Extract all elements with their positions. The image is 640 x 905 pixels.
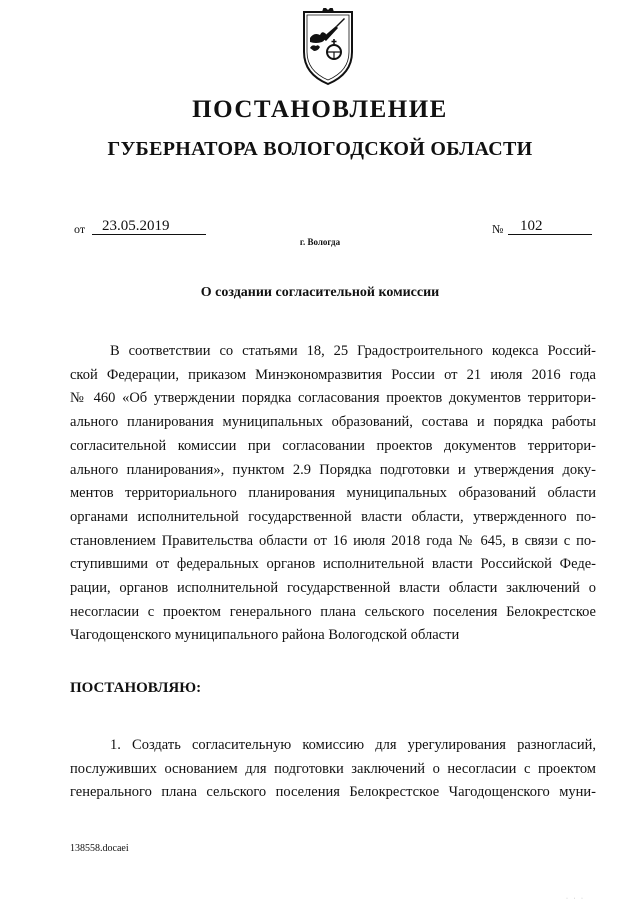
city-name: г. Вологда bbox=[299, 237, 341, 247]
document-subject-title: О создании согласительной комиссии bbox=[200, 285, 440, 300]
preamble-line: ального планирования», пунктом 2.9 Порядка подготовки и утверждения доку- bbox=[70, 461, 596, 478]
issuer-title: ГУБЕРНАТОРА ВОЛОГОДСКОЙ ОБЛАСТИ bbox=[107, 138, 533, 160]
preamble-line: Чагодощенского муниципального района Вологодской области bbox=[70, 627, 460, 644]
date-label: от bbox=[74, 222, 86, 236]
preamble-line: рации, органов исполнительной государственной власти области заключений о bbox=[70, 580, 596, 597]
paragraph-line: 1. Создать согласительную комиссию для урегулирования разногласий, bbox=[110, 737, 596, 753]
preamble-line: ской Федерации, приказом Минэкономразвития России от 21 июля 2016 года bbox=[70, 366, 596, 383]
preamble-line: № 460 «Об утверждении порядка согласования проектов документов территори- bbox=[70, 390, 596, 407]
document-number: 102 bbox=[508, 218, 592, 235]
footer-file-name: 138558.docaei bbox=[70, 843, 129, 854]
document-date: 23.05.2019 bbox=[92, 218, 206, 235]
paragraph-line: генерального плана сельского поселения Белокрестское Чагодощенского муни- bbox=[70, 784, 596, 801]
preamble-line: ального планирования муниципальных образований, состава и порядка работы bbox=[70, 414, 596, 431]
vologda-coat-of-arms-icon bbox=[296, 8, 360, 88]
preamble-line: В соответствии со статьями 18, 25 Градостроительного кодекса Россий- bbox=[110, 343, 596, 359]
number-label: № bbox=[492, 222, 504, 236]
preamble-line: органами исполнительной государственной власти области, утвержденного по- bbox=[70, 508, 596, 525]
document-type-title: ПОСТАНОВЛЕНИЕ bbox=[192, 96, 448, 123]
preamble-line: становлением Правительства области от 16 июля 2018 года № 645, в связи с по- bbox=[70, 532, 596, 549]
paragraph-line: послуживших основанием для подготовки заключений о несогласии с проектом bbox=[70, 760, 596, 777]
preamble-paragraph bbox=[70, 340, 596, 648]
scan-artifact: · · · bbox=[566, 896, 585, 902]
decree-word: ПОСТАНОВЛЯЮ: bbox=[70, 680, 202, 696]
preamble-line: ступившими от федеральных органов исполнительной власти Российской Феде- bbox=[70, 556, 596, 573]
paragraph-1 bbox=[70, 734, 596, 805]
preamble-line: ментов территориального планирования муниципальных образований области bbox=[70, 485, 596, 502]
preamble-line: согласительной комиссии при согласовании проектов документов территори- bbox=[70, 437, 596, 454]
preamble-line: несогласии с проектом генерального плана сельского поселения Белокрестское bbox=[70, 603, 596, 620]
